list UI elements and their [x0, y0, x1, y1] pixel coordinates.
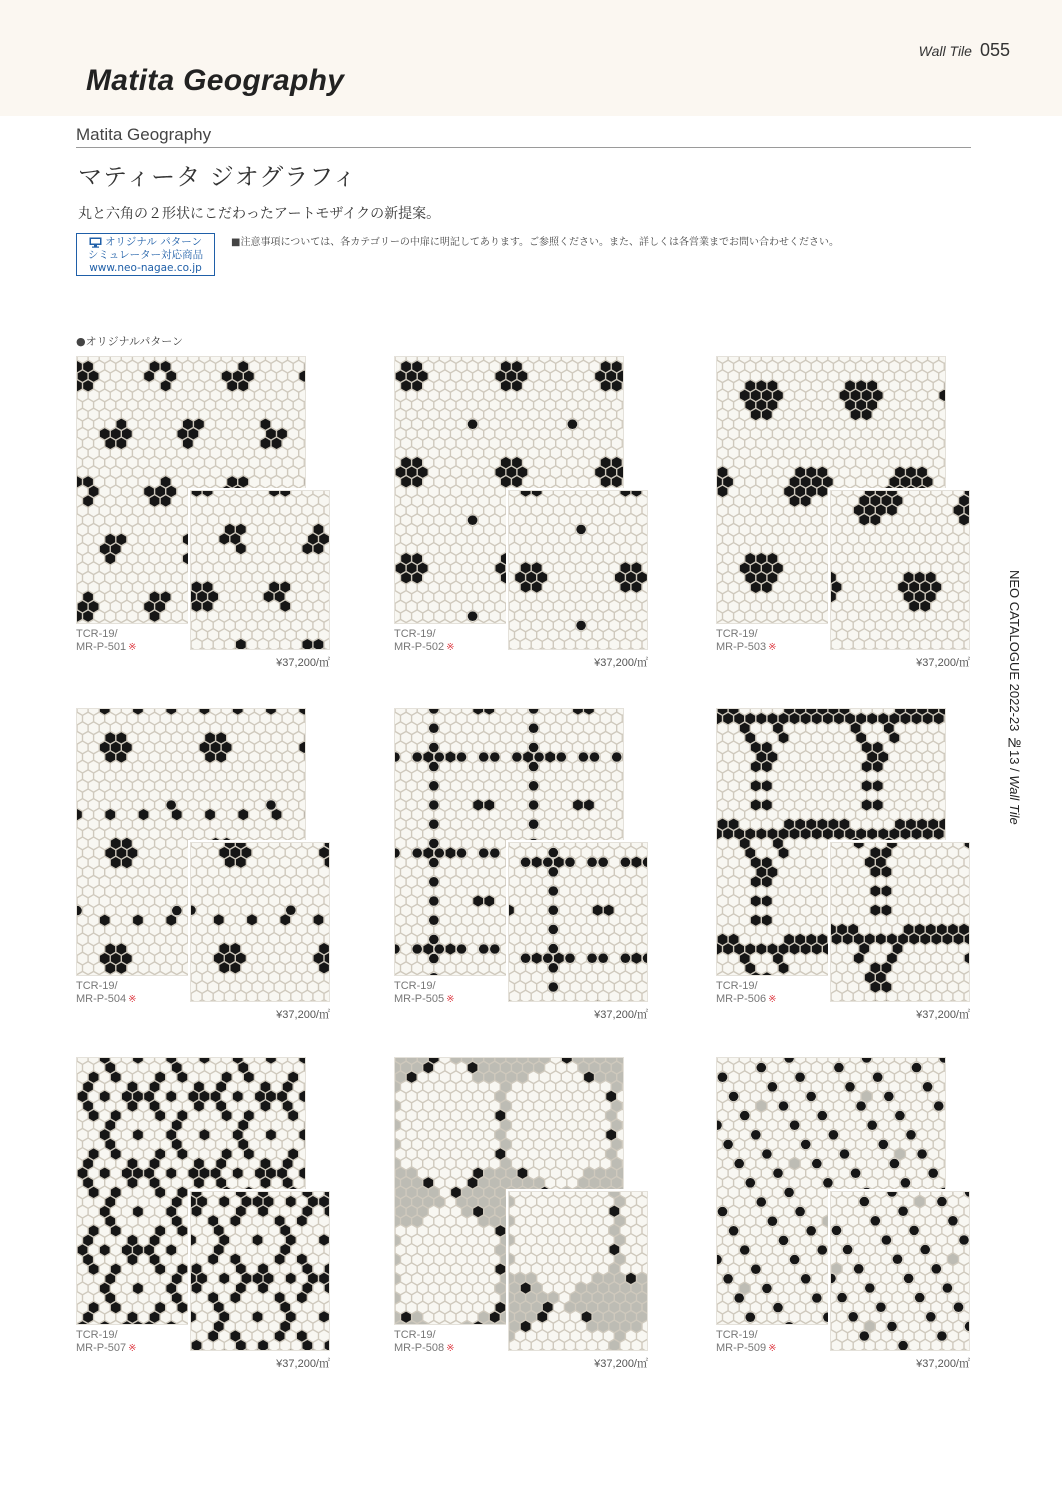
product-code	[394, 628, 455, 654]
simulator-line1: オリジナル パターン	[104, 236, 203, 248]
product-price: ¥37,200/㎡	[276, 1009, 330, 1021]
product-code-series: TCR-19/	[394, 980, 436, 992]
product-number: MR-P-506	[716, 993, 767, 1005]
simulator-mark: ※	[446, 994, 455, 1005]
product-card[interactable]	[716, 1057, 970, 1377]
product-card[interactable]	[76, 708, 330, 1028]
product-number: MR-P-501	[76, 641, 127, 653]
simulator-mark: ※	[128, 994, 137, 1005]
product-price: ¥37,200/㎡	[594, 1009, 648, 1021]
product-code	[76, 980, 137, 1006]
page-number: 055	[979, 40, 1010, 60]
tile-swatch-small	[830, 1191, 970, 1351]
product-code-series: TCR-19/	[394, 1329, 436, 1341]
product-code	[394, 980, 455, 1006]
product-code-number	[76, 993, 137, 1006]
simulator-mark: ※	[768, 994, 777, 1005]
product-card[interactable]	[76, 1057, 330, 1377]
simulator-mark: ※	[128, 1343, 137, 1354]
product-price: ¥37,200/㎡	[594, 657, 648, 669]
product-number: MR-P-502	[394, 641, 445, 653]
product-card[interactable]	[716, 356, 970, 676]
product-number: MR-P-504	[76, 993, 127, 1005]
tile-swatch-small	[830, 842, 970, 1002]
lead-text: 丸と六角の２形状にこだわったアートモザイクの新提案。	[78, 206, 441, 222]
product-price: ¥37,200/㎡	[276, 657, 330, 669]
catalogue-name: NEO CATALOGUE 2022-23 №13 /	[1007, 570, 1022, 776]
product-number: MR-P-508	[394, 1342, 445, 1354]
product-card[interactable]	[76, 356, 330, 676]
product-code-number	[716, 1342, 777, 1355]
product-code	[76, 1329, 137, 1355]
product-code	[716, 628, 777, 654]
product-code-series: TCR-19/	[76, 980, 118, 992]
product-code-number	[716, 641, 777, 654]
product-number: MR-P-503	[716, 641, 767, 653]
tile-swatch-small	[190, 490, 330, 650]
simulator-mark: ※	[768, 642, 777, 653]
product-price: ¥37,200/㎡	[276, 1358, 330, 1370]
product-code-series: TCR-19/	[716, 628, 758, 640]
title-banner	[0, 0, 1062, 116]
product-code	[716, 980, 777, 1006]
simulator-url[interactable]: www.neo-nagae.co.jp	[89, 262, 202, 274]
pattern-heading: ●オリジナルパターン	[76, 335, 184, 348]
product-code-series: TCR-19/	[76, 628, 118, 640]
product-code	[76, 628, 137, 654]
product-code-number	[394, 993, 455, 1006]
product-number: MR-P-507	[76, 1342, 127, 1354]
simulator-mark: ※	[768, 1343, 777, 1354]
simulator-mark: ※	[128, 642, 137, 653]
product-price: ¥37,200/㎡	[594, 1358, 648, 1370]
monitor-icon	[89, 237, 102, 248]
tile-swatch-small	[508, 1191, 648, 1351]
catalogue-side-label	[1007, 570, 1022, 825]
tile-swatch-small	[830, 490, 970, 650]
product-code-number	[76, 641, 137, 654]
tile-swatch-small	[190, 842, 330, 1002]
product-code-series: TCR-19/	[394, 628, 436, 640]
tile-swatch-small	[508, 490, 648, 650]
section-title-english: Matita Geography	[76, 125, 971, 148]
product-code-number	[394, 641, 455, 654]
product-code-series: TCR-19/	[76, 1329, 118, 1341]
product-number: MR-P-509	[716, 1342, 767, 1354]
page-section: Wall Tile	[918, 43, 972, 59]
simulator-mark: ※	[446, 642, 455, 653]
product-price: ¥37,200/㎡	[916, 657, 970, 669]
product-code-number	[716, 993, 777, 1006]
product-card[interactable]	[394, 356, 648, 676]
section-title-japanese: マティータ ジオグラフィ	[78, 163, 358, 191]
product-card[interactable]	[716, 708, 970, 1028]
simulator-line2: シミュレーター対応商品	[87, 249, 204, 261]
product-card[interactable]	[394, 708, 648, 1028]
product-number: MR-P-505	[394, 993, 445, 1005]
notice-text: ■注意事項については、各カテゴリーの中扉に明記してあります。ご参照ください。また、詳しくは各営業までお問い合わせください。	[231, 237, 840, 248]
catalogue-section: Wall Tile	[1007, 775, 1022, 825]
product-card[interactable]	[394, 1057, 648, 1377]
product-code-series: TCR-19/	[716, 1329, 758, 1341]
simulator-badge[interactable]	[76, 233, 215, 276]
product-code-number	[76, 1342, 137, 1355]
page-label	[919, 40, 1010, 61]
product-price: ¥37,200/㎡	[916, 1358, 970, 1370]
product-code	[716, 1329, 777, 1355]
simulator-mark: ※	[446, 1343, 455, 1354]
product-code-number	[394, 1342, 455, 1355]
product-code-series: TCR-19/	[716, 980, 758, 992]
product-code	[394, 1329, 455, 1355]
tile-swatch-small	[190, 1191, 330, 1351]
banner-title: Matita Geography	[86, 64, 345, 97]
product-price: ¥37,200/㎡	[916, 1009, 970, 1021]
tile-swatch-small	[508, 842, 648, 1002]
